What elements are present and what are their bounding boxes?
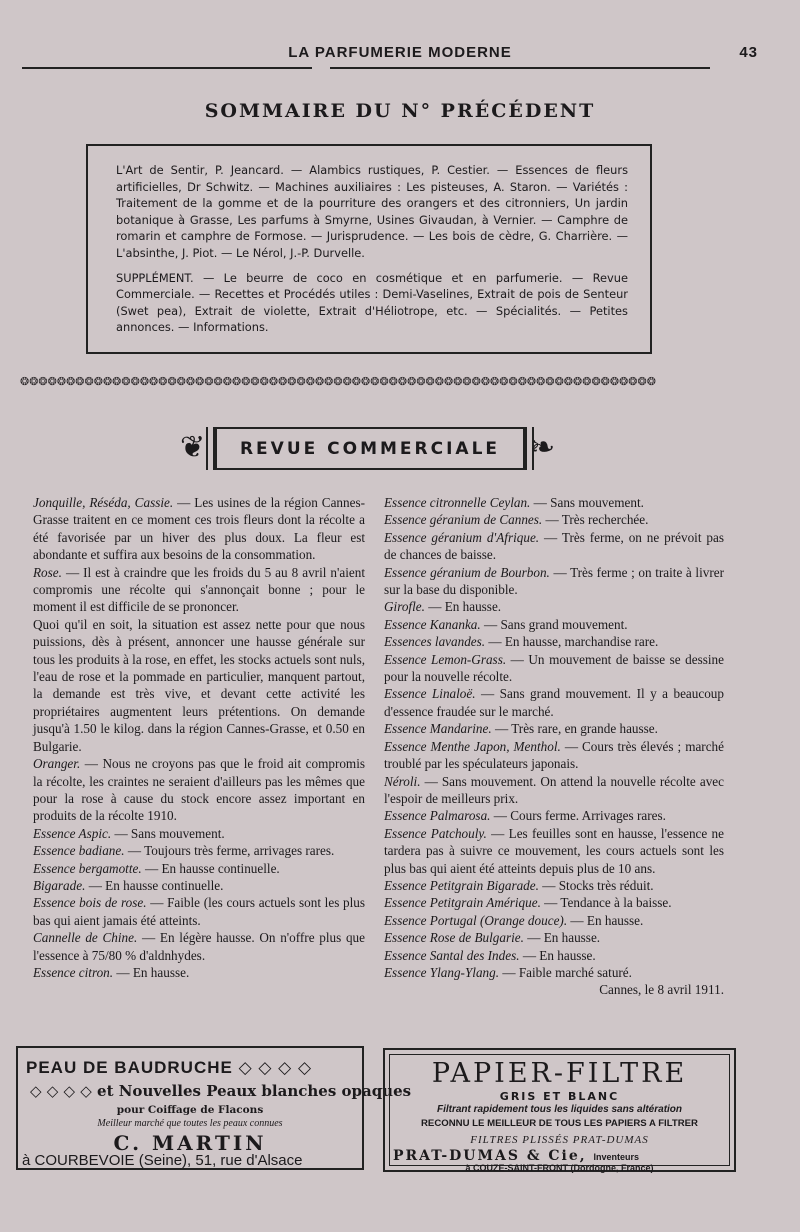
flourish-right-icon: ❧ (530, 430, 556, 465)
entry-product-name: Essences lavandes. (384, 634, 486, 650)
market-entry (33, 755, 365, 825)
entry-product-name: Essence citron. (33, 964, 114, 980)
ad-filtre-tagline: Filtrant rapidement tous les liquides sans altération (436, 1104, 683, 1115)
ad-filtre-company (393, 1148, 639, 1164)
entry-text: — En hausse, marchandise rare. (485, 634, 659, 650)
market-entry (384, 529, 724, 564)
advertisement-baudruche (16, 1046, 412, 1170)
entry-text: — Sans mouvement. On attend la nouvelle récolte avec l'espoir de meilleurs prix. (384, 773, 724, 806)
ad-filtre-claim: RECONNU LE MEILLEUR DE TOUS LES PAPIERS A FILTRER (421, 1118, 698, 1129)
summary-box (86, 144, 652, 354)
running-header (20, 42, 780, 64)
entry-product-name: Essence Rose de Bulgarie. (384, 930, 524, 946)
entry-product-name: Essence Portugal (Orange douce). (384, 912, 568, 928)
market-entry (33, 842, 365, 859)
entry-text: — Faible (les cours actuels sont les plus bas qui aient jamais été atteints. (33, 895, 366, 928)
market-entry (384, 738, 724, 773)
entry-text: — Très recherchée. (542, 512, 649, 528)
market-entry (33, 877, 365, 894)
entry-text: — En hausse continuelle. (85, 877, 224, 893)
ad-filtre-subhead: GRIS ET BLANC (499, 1090, 620, 1103)
entry-product-name: Essence bergamotte. (33, 860, 142, 876)
market-entry (384, 598, 724, 615)
entry-text: — Très ferme ; on traite à livrer sur la base du disponible. (384, 564, 724, 598)
entry-text: — En hausse. (424, 599, 502, 615)
entry-text: — En légère hausse. On n'offre plus que l'essence à 75/80 % d'aldnhydes. (33, 930, 366, 963)
revue-title-frame (215, 427, 525, 470)
entry-text: — Les usines de la région Cannes-Grasse traitent en ce moment ces trois fleurs dont la récolte a été favorisée par un hiver des plus doux. La fleur est abondante et suffira aux besoins de la consommation. (33, 495, 365, 563)
market-entry (384, 616, 724, 633)
entry-product-name: Jonquille, Réséda, Cassie. (33, 495, 174, 510)
market-entry (33, 564, 365, 616)
market-entry (384, 912, 724, 929)
entry-product-name: Essence Palmarosa. (384, 808, 491, 824)
entry-text: — En hausse. (523, 930, 601, 946)
entry-product-name: Essence citronnelle Ceylan. (384, 495, 531, 510)
market-entry (384, 877, 724, 894)
entry-product-name: Girofle. (384, 599, 425, 615)
entry-product-name: Essence Petitgrain Amérique. (384, 895, 541, 911)
market-entry (384, 633, 724, 650)
entry-text: — Cours très élevés ; marché troublé par les spéculateurs japonais. (384, 738, 724, 772)
entry-product-name: Essence badiane. (33, 843, 125, 859)
right-column (384, 494, 724, 999)
entry-product-name: Essence Lemon-Grass. (384, 651, 507, 667)
entry-text: — Faible marché saturé. (499, 964, 632, 980)
summary-paragraph: L'Art de Sentir, P. Jeancard. — Alambics rustiques, P. Cestier. — Essences de fleurs artificielles, Dr Schwitz. — Machines auxiliaires : Les pisteuses, A. Staron. — Variétés : Traitement de la gomme et de la pourriture des orangers et des citronniers, Un jardin botanique à Grasse, Les parfums à Smyrne, Usines Givaudan, à Vernier. — Camphre de romarin et camphre de Formose. — Jurisprudence. — Les bois de cèdre, G. Charrière. — L'absinthe, J. Piot. — Le Nérol, J.-P. Durvelle. (116, 163, 628, 260)
market-entry (33, 825, 365, 842)
ad-filtre-inventeurs: Inventeurs (593, 1152, 640, 1162)
ad-baudruche-address: à COURBEVOIE (Seine), 51, rue d'Alsace (22, 1152, 303, 1169)
market-entry (33, 494, 365, 564)
ad-baudruche-company: C. MARTIN (113, 1131, 267, 1155)
entry-text: — Sans mouvement. (111, 825, 225, 841)
entry-product-name: Rose. (33, 564, 62, 580)
header-rule-left (22, 67, 312, 69)
advertisement-papier-filtre (383, 1048, 736, 1172)
market-entry (33, 929, 365, 964)
entry-text: — En hausse. (567, 912, 644, 928)
market-entry (384, 685, 724, 720)
entry-text: — Très ferme, on ne prévoit pas de chances de baisse. (384, 529, 724, 563)
ad-filtre-company-name: PRAT-DUMAS & Cie, (393, 1148, 587, 1164)
entry-text: — En hausse. (519, 947, 596, 963)
entry-product-name: Essence Menthe Japon, Menthol. (384, 738, 561, 754)
flourish-left-icon: ❦ (180, 430, 206, 465)
market-entry (384, 773, 724, 808)
entry-product-name: Oranger. (33, 756, 81, 772)
entry-text: — Sans grand mouvement. Il y a beaucoup d'essence fraudée sur le marché. (384, 686, 724, 719)
market-entry (384, 720, 724, 737)
entry-product-name: Bigarade. (33, 877, 86, 893)
entry-text: — Sans mouvement. (530, 495, 644, 510)
market-entry (384, 929, 724, 946)
market-entry (384, 894, 724, 911)
entry-product-name: Essence Aspic. (33, 825, 112, 841)
frame-bars-left (206, 427, 215, 470)
market-entry (33, 964, 365, 981)
ad-baudruche-purpose: pour Coiffage de Flacons (116, 1104, 264, 1116)
market-entry (384, 825, 724, 877)
market-entry (384, 564, 724, 599)
summary-heading: SOMMAIRE DU N° PRÉCÉDENT (204, 100, 596, 122)
left-column (33, 494, 365, 981)
entry-product-name: Essence Petitgrain Bigarade. (384, 877, 539, 893)
entry-text: — En hausse. (113, 964, 190, 980)
market-entry (384, 947, 724, 964)
entry-product-name: Essence Ylang-Ylang. (384, 964, 500, 980)
journal-title: LA PARFUMERIE MODERNE (288, 44, 512, 61)
market-entry (384, 511, 724, 528)
market-entry (33, 860, 365, 877)
entry-text: — Toujours très ferme, arrivages rares. (124, 843, 335, 859)
market-entry (384, 494, 724, 511)
entry-product-name: Essence géranium de Bourbon. (384, 564, 550, 580)
entry-text: — Un mouvement de baisse se dessine pour la nouvelle récolte. (384, 651, 724, 685)
page-number: 43 (739, 44, 758, 61)
entry-product-name: Essence Kananka. (384, 616, 481, 632)
entry-product-name: Essence bois de rose. (33, 895, 147, 911)
entry-text: — Nous ne croyons pas que le froid ait compromis la récolte, les craintes ne seraient d'ailleurs pas les mêmes que pour la rose à cause du stock encore assez important en produits de la récolte 1910. (33, 756, 365, 824)
supplement-paragraph: SUPPLÉMENT. — Le beurre de coco en cosmétique et en parfumerie. — Revue Commerciale. — Recettes et Procédés utiles : Demi-Vaselines, Extrait de pois de Senteur (Swet pea), Extrait de violette, Extrait d'Héliotrope, etc. — Spécialités. — Petites annonces. — Informations. (116, 270, 628, 335)
market-entry (384, 964, 724, 981)
entry-text: — En hausse continuelle. (141, 860, 280, 876)
entry-text: — Tendance à la baisse. (540, 895, 672, 911)
entry-text: — Il est à craindre que les froids du 5 au 8 avril n'aient compromis une récolte qui s'annonçait bonne ; pour le moment il est difficile de se prononcer. (33, 564, 365, 615)
ad-filtre-product: FILTRES PLISSÉS PRAT-DUMAS (470, 1134, 649, 1146)
entry-product-name: Essence Santal des Indes. (384, 947, 520, 963)
section-title: REVUE COMMERCIALE (239, 439, 501, 459)
entry-product-name: Essence géranium de Cannes. (384, 512, 543, 528)
market-entry (33, 616, 365, 755)
entry-product-name: Essence Mandarine. (384, 721, 492, 737)
header-rule-right (330, 67, 710, 69)
ad-filtre-headline: PAPIER-FILTRE (431, 1058, 688, 1089)
ad-baudruche-headline: PEAU DE BAUDRUCHE ◇ ◇ ◇ ◇ (26, 1058, 313, 1077)
report-signature: Cannes, le 8 avril 1911. (599, 982, 724, 998)
entry-text: — Les feuilles sont en hausse, l'essence ne tardera pas à suivre ce mouvement, les cours actuels sont les plus bas qui aient été atteints depuis plus de 10 ans. (384, 825, 725, 876)
market-entry (33, 894, 365, 929)
ad-baudruche-tagline: Meilleur marché que toutes les peaux connues (97, 1118, 283, 1129)
ornament-band: ❂❂❂❂❂❂❂❂❂❂❂❂❂❂❂❂❂❂❂❂❂❂❂❂❂❂❂❂❂❂❂❂❂❂❂❂❂❂❂❂❂❂❂❂❂❂❂❂❂❂❂❂❂❂❂❂❂❂❂❂❂❂❂❂❂❂❂❂❂ (20, 375, 656, 388)
entry-product-name: Cannelle de Chine. (33, 930, 138, 946)
entry-product-name: Essence Linaloë. (384, 686, 476, 702)
market-entry (384, 651, 724, 686)
market-entry (384, 807, 724, 824)
entry-text: — Sans grand mouvement. (480, 616, 628, 632)
ad-baudruche-subhead: ◇ ◇ ◇ ◇ et Nouvelles Peaux blanches opaques (30, 1082, 412, 1100)
entry-text: — Cours ferme. Arrivages rares. (490, 808, 666, 824)
entry-product-name: Essence géranium d'Afrique. (384, 529, 540, 545)
ad-filtre-address: à COUZE-SAINT-FRONT (Dordogne, France) (465, 1163, 654, 1173)
entry-text: — Très rare, en grande hausse. (491, 721, 658, 737)
entry-text: — Stocks très réduit. (538, 877, 654, 893)
entry-product-name: Néroli. (384, 773, 421, 789)
entry-product-name: Essence Patchouly. (384, 825, 487, 841)
entry-text: Quoi qu'il en soit, la situation est assez nette pour que nous puissions, dès à présent, annoncer une hausse générale sur tous les produits à la rose, en effet, les stocks actuels sont nuls, l'eau de rose et la pommade en particulier, manquent partout, la demande est très vive, et devant cette activité les propriétaires augmentent leurs prétentions. On demande jusqu'à 1.50 le kilog. dans la région Cannes-Grasse, et 0.50 en Bulgarie. (33, 616, 365, 754)
